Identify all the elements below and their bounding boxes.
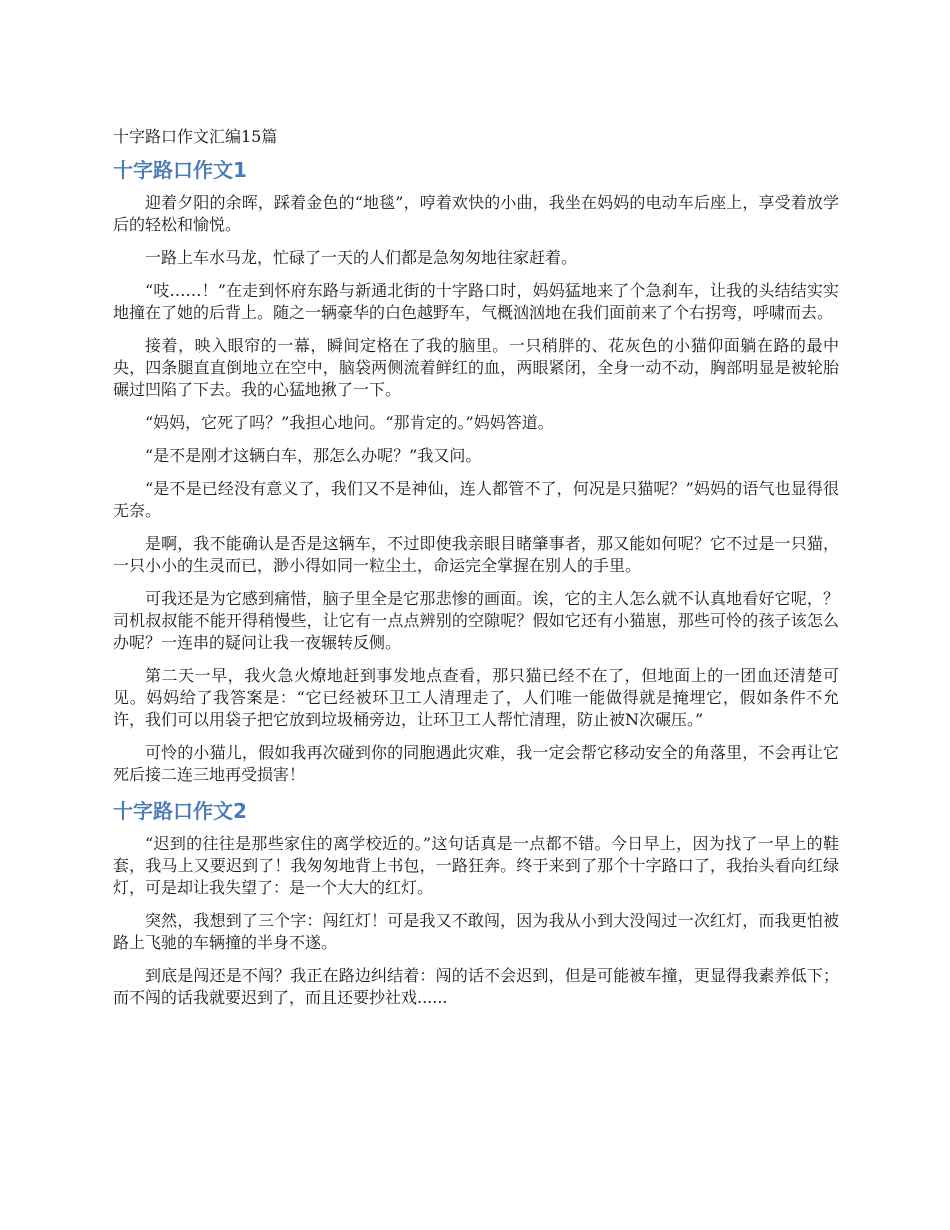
section-heading: 十字路口作文2 <box>113 799 247 823</box>
paragraph: 接着，映入眼帘的一幕，瞬间定格在了我的脑里。一只稍胖的、花灰色的小猫仰面躺在路的最中央，四条腿直直倒地立在空中，脑袋两侧流着鲜红的血，两眼紧闭，全身一动不动，胸部明显是被轮胎碾过凹陷了下去。我的心猛地揪了一下。 <box>113 336 839 399</box>
paragraph: 可怜的小猫儿，假如我再次碰到你的同胞遇此灾难，我一定会帮它移动安全的角落里，不会再让它死后接二连三地再受损害！ <box>113 743 839 784</box>
paragraph: 是啊，我不能确认是否是这辆车，不过即使我亲眼目睹肇事者，那又能如何呢？它不过是一只猫，一只小小的生灵而已，渺小得如同一粒尘土，命运完全掌握在别人的手里。 <box>113 534 839 575</box>
paragraph: 迎着夕阳的余晖，踩着金色的“地毯”，哼着欢快的小曲，我坐在妈妈的电动车后座上，享受着放学后的轻松和愉悦。 <box>113 193 839 234</box>
paragraph: “是不是刚才这辆白车，那怎么办呢？”我又问。 <box>145 446 482 465</box>
document-title: 十字路口作文汇编15篇 <box>113 127 278 146</box>
essay-section-2 <box>113 797 839 1009</box>
paragraph: 可我还是为它感到痛惜，脑子里全是它那悲惨的画面。诶，它的主人怎么就不认真地看好它呢，？司机叔叔能不能开得稍慢些，让它有一点点辨别的空隙呢？假如它还有小猫崽，那些可怜的孩子该怎么办呢？一连串的疑问让我一夜辗转反侧。 <box>113 589 839 652</box>
paragraph: 第二天一早，我火急火燎地赶到事发地点查看，那只猫已经不在了，但地面上的一团血还清楚可见。妈妈给了我答案是：“它已经被环卫工人清理走了，人们唯一能做得就是掩埋它，假如条件不允许，我们可以用袋子把它放到垃圾桶旁边，让环卫工人帮忙清理，防止被N次碾压。” <box>113 666 839 729</box>
document-page <box>113 126 839 1020</box>
paragraph: 到底是闯还是不闯？我正在路边纠结着：闯的话不会迟到，但是可能被车撞，更显得我素养低下；而不闯的话我就要迟到了，而且还要抄社戏...... <box>113 966 839 1007</box>
paragraph: 一路上车水马龙，忙碌了一天的人们都是急匆匆地往家赶着。 <box>145 248 578 267</box>
paragraph: “妈妈，它死了吗？”我担心地问。“那肯定的。”妈妈答道。 <box>145 413 554 432</box>
essay-section-1 <box>113 156 839 786</box>
paragraph: “吱……！”在走到怀府东路与新通北街的十字路口时，妈妈猛地来了个急刹车，让我的头结结实实地撞在了她的后背上。随之一辆豪华的白色越野车，气概汹汹地在我们面前来了个右拐弯，呼啸而去。 <box>113 281 839 322</box>
section-heading: 十字路口作文1 <box>113 158 247 182</box>
paragraph: 突然，我想到了三个字：闯红灯！可是我又不敢闯，因为我从小到大没闯过一次红灯，而我更怕被路上飞驰的车辆撞的半身不遂。 <box>113 911 839 952</box>
paragraph: “迟到的往往是那些家住的离学校近的。”这句话真是一点都不错。今日早上，因为找了一早上的鞋套，我马上又要迟到了！我匆匆地背上书包，一路狂奔。终于来到了那个十字路口了，我抬头看向红绿灯，可是却让我失望了：是一个大大的红灯。 <box>113 834 839 897</box>
paragraph: “是不是已经没有意义了，我们又不是神仙，连人都管不了，何况是只猫呢？”妈妈的语气也显得很无奈。 <box>113 479 839 520</box>
